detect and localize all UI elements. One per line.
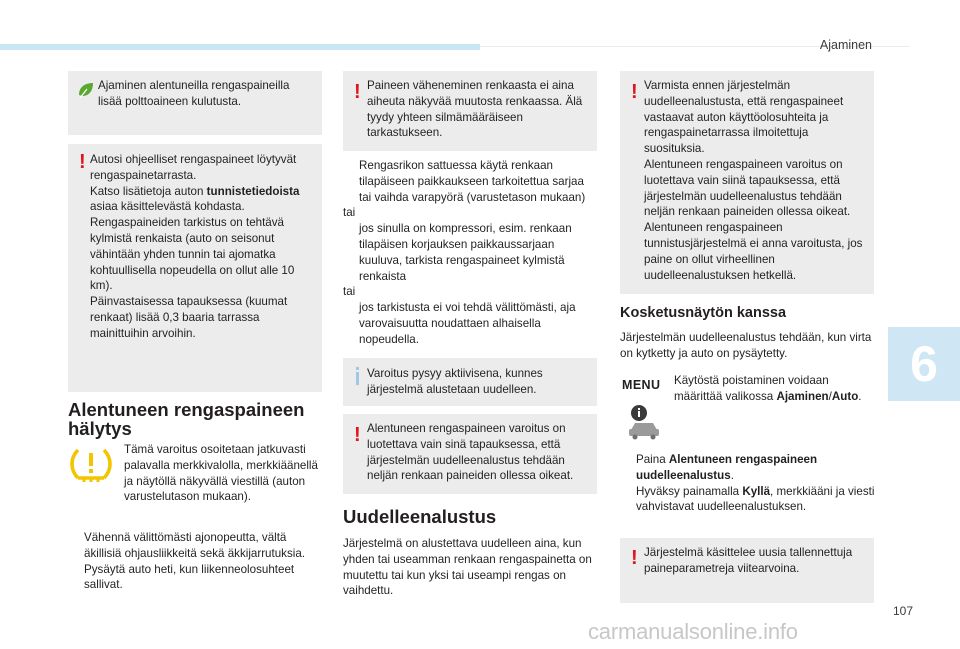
puncture-actions-list bbox=[343, 158, 599, 348]
step-2-post: , merkkiääni ja viesti vahvistavat uudelleenalustuksen. bbox=[636, 484, 875, 514]
warning-exclamation-icon: ! bbox=[354, 424, 361, 446]
section-heading-reinit: Uudelleenalustus bbox=[343, 506, 497, 527]
menu-instruction-post: . bbox=[858, 389, 862, 403]
warning-exclamation-icon: ! bbox=[79, 151, 86, 173]
vehicle-id-link-text: tunnistetiedoista bbox=[206, 184, 300, 198]
step-2-bold: Kyllä bbox=[742, 484, 771, 498]
list-item bbox=[68, 562, 322, 594]
warning-line-2: Alentuneen rengaspaineen varoitus on luotettava vain siinä tapauksessa, että järjestelmän uudelleenalustus tehdään neljän renkaan paineiden ollessa oikeat. bbox=[644, 157, 851, 219]
page-number: 107 bbox=[893, 604, 914, 618]
list-item bbox=[68, 530, 322, 562]
info-text: Varoitus pysyy aktiivisena, kunnes järjestelmä alustetaan uudelleen. bbox=[367, 367, 543, 396]
visual-check-warning-text: Paineen väheneminen renkaasta ei aina aiheuta näkyvää muutosta renkaassa. Älä tyydy yhteen silmämääräiseen tarkastukseen. bbox=[367, 79, 583, 140]
warning-line-2-post: asiaa käsittelevästä kohdasta. bbox=[90, 200, 245, 214]
or-label: tai bbox=[343, 206, 356, 220]
pressure-warning-text bbox=[90, 152, 316, 342]
warning-line-2-pre: Katso lisätietoja auton bbox=[90, 184, 207, 198]
or-label: tai bbox=[343, 285, 356, 299]
new-values-warning-box bbox=[620, 538, 874, 603]
bullet-marker bbox=[68, 562, 84, 594]
visual-check-warning-box bbox=[343, 71, 597, 151]
warning-line-3: Rengaspaineiden tarkistus on tehtävä kylmistä renkaista (auto on seisonut vähintään yhden tunnin tai ajomatka kohtuullisella nopeudella on ollut alle 10 km). bbox=[90, 216, 295, 293]
menu-path-driving: Ajaminen bbox=[776, 389, 829, 403]
car-settings-icon bbox=[627, 404, 661, 440]
step-1-bold: Alentuneen rengaspaineen uudelleenalustus bbox=[636, 453, 818, 482]
list-item bbox=[343, 300, 599, 347]
bullet-text: Rengasrikon sattuessa käytä renkaan tilapäiseen paikkaukseen tarkoitettua sarjaa tai vaihda varapyörä (varustetason mukaan) bbox=[359, 159, 586, 204]
bullet-text bbox=[636, 452, 876, 484]
step-1-pre: Paina bbox=[636, 453, 669, 466]
section-heading-alert: Alentuneen rengaspaineen hälytys bbox=[68, 399, 305, 439]
bullet-marker bbox=[343, 158, 359, 205]
menu-button-icon: MENU bbox=[622, 378, 661, 392]
warning-line-1: Autosi ohjeelliset rengaspaineet löytyvät rengaspainetarrasta. bbox=[90, 153, 297, 182]
list-item bbox=[343, 221, 599, 284]
new-values-warning-text: Järjestelmä käsittelee uusia tallennettuja paineparametreja viitearvoina. bbox=[644, 546, 853, 575]
warning-exclamation-icon: ! bbox=[631, 81, 638, 103]
step-2-pre: Hyväksy painamalla bbox=[636, 484, 743, 498]
menu-path-vehicle: Auto bbox=[831, 389, 859, 403]
bullet-marker bbox=[343, 300, 359, 347]
tyre-pressure-warning-icon bbox=[70, 446, 112, 482]
warning-exclamation-icon: ! bbox=[354, 81, 361, 103]
warning-line-1: Varmista ennen järjestelmän uudelleenalustusta, että rengaspaineet vastaavat auton käyttöolosuhteita ja rengaspainetarrassa ilmoitettuja suosituksia. bbox=[644, 79, 844, 156]
warning-exclamation-icon: ! bbox=[631, 547, 638, 569]
alert-actions-list bbox=[68, 530, 322, 593]
chapter-number: 6 bbox=[910, 336, 938, 392]
check-pressure-warning-box bbox=[620, 71, 874, 294]
info-icon bbox=[356, 372, 359, 385]
section-title: Ajaminen bbox=[819, 38, 872, 52]
touchscreen-steps-list bbox=[620, 452, 876, 515]
warning-line-2 bbox=[90, 184, 316, 216]
menu-instruction bbox=[674, 373, 874, 405]
step-1-post: . bbox=[730, 468, 734, 482]
pressure-warning-box bbox=[68, 144, 322, 392]
warning-line-3: Alentuneen rengaspaineen tunnistusjärjestelmä ei anna varoitusta, jos paine on ollut virheellinen uudelleenalustuksen hetkellä. bbox=[644, 221, 863, 282]
reinit-warning-box bbox=[343, 414, 597, 494]
menu-path-separator: / bbox=[828, 389, 832, 403]
bullet-marker bbox=[68, 530, 84, 562]
bullet-text: jos sinulla on kompressori, esim. renkaan tilapäisen korjauksen paikkaussarjaan kuuluva, tarkista rengaspaineet kylmistä renkaista bbox=[359, 222, 572, 283]
reinit-warning-text: Alentuneen rengaspaineen varoitus on luotettava vain sinä tapauksessa, että järjestelmän uudelleenalustus tehdään neljän renkaan paineiden ollessa oikeat. bbox=[367, 422, 574, 483]
list-item bbox=[620, 452, 876, 484]
list-item bbox=[620, 484, 876, 516]
alert-description: Tämä varoitus osoitetaan jatkuvasti palavalla merkkivalolla, merkkiäänellä ja näytöllä näkyvällä viestillä (auton varustelutason mukaan). bbox=[124, 443, 318, 504]
warning-line-4: Päinvastaisessa tapauksessa (kuumat renkaat) lisää 0,3 baaria tarrassa mainittuihin arvoihin. bbox=[90, 295, 288, 340]
section-heading-touchscreen: Kosketusnäytön kanssa bbox=[620, 305, 787, 321]
eco-note-text: Ajaminen alentuneilla rengaspaineilla lisää polttoaineen kulutusta. bbox=[98, 79, 290, 108]
bullet-text: Pysäytä auto heti, kun liikenneolosuhteet sallivat. bbox=[84, 562, 295, 592]
bullet-text: Vähennä välittömästi ajonopeutta, vältä äkillisiä ohjausliikkeitä sekä äkkijarrutuksia. bbox=[84, 531, 306, 560]
touchscreen-paragraph: Järjestelmän uudelleenalustus tehdään, kun virta on kytketty ja auto on pysäytetty. bbox=[620, 331, 872, 360]
menu-instruction-pre: Käytöstä poistaminen voidaan määrittää valikossa bbox=[674, 374, 829, 403]
list-item bbox=[343, 158, 599, 205]
info-box bbox=[343, 358, 597, 406]
bullet-text: jos tarkistusta ei voi tehdä välittömästi, aja varovaisuutta noudattaen alhaisella nopeudella. bbox=[359, 301, 576, 346]
eco-leaf-icon bbox=[77, 81, 95, 101]
watermark: carmanualsonline.info bbox=[588, 619, 798, 644]
header-bar bbox=[0, 44, 480, 50]
bullet-text bbox=[636, 484, 876, 516]
bullet-marker bbox=[620, 484, 636, 516]
eco-note-box bbox=[68, 71, 322, 135]
chapter-tab bbox=[888, 327, 960, 401]
bullet-marker bbox=[343, 221, 359, 284]
reinit-paragraph: Järjestelmä on alustettava uudelleen aina, kun yhden tai useamman renkaan rengaspainetta on muutettu tai kun yksi tai useampi rengas on vaihdettu. bbox=[343, 537, 592, 598]
bullet-marker bbox=[620, 452, 636, 484]
check-pressure-warning-text bbox=[644, 78, 868, 283]
